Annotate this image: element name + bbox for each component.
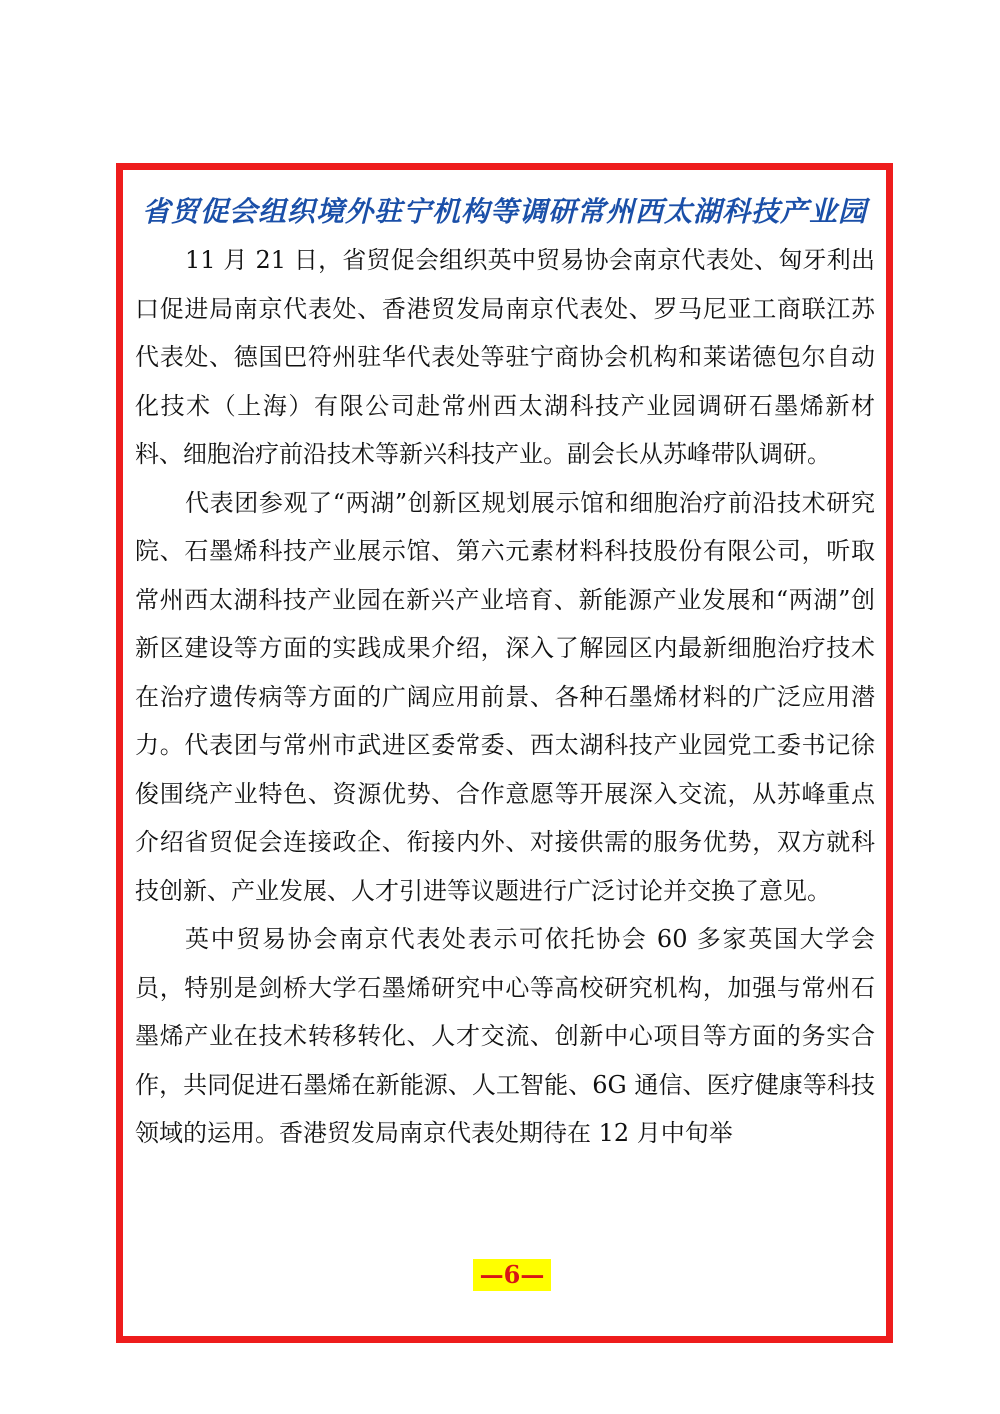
paragraph-3: 英中贸易协会南京代表处表示可依托协会 60 多家英国大学会员，特别是剑桥大学石墨烯研究中心等高校研究机构，加强与常州石墨烯产业在技术转移转化、人才交流、创新中心项目等方面的务实合作，共同促进石墨烯在新能源、人工智能、6G 通信、医疗健康等科技领域的运用。香港贸发局南京代表处期待在 12 月中旬举 (135, 925, 875, 1147)
article-title: 省贸促会组织境外驻宁机构等调研常州西太湖科技产业园 (141, 195, 867, 228)
red-page-frame (116, 163, 893, 1343)
page-number: —6— (473, 1259, 551, 1291)
article-body (135, 236, 875, 1158)
paragraph-2: 代表团参观了“两湖”创新区规划展示馆和细胞治疗前沿技术研究院、石墨烯科技产业展示馆、第六元素材料科技股份有限公司，听取常州西太湖科技产业园在新兴产业培育、新能源产业发展和“两湖”创新区建设等方面的实践成果介绍，深入了解园区内最新细胞治疗技术在治疗遗传病等方面的广阔应用前景、各种石墨烯材料的广泛应用潜力。代表团与常州市武进区委常委、西太湖科技产业园党工委书记徐俊围绕产业特色、资源优势、合作意愿等开展深入交流，从苏峰重点介绍省贸促会连接政企、衔接内外、对接供需的服务优势，双方就科技创新、产业发展、人才引进等议题进行广泛讨论并交换了意见。 (135, 488, 875, 905)
paragraph-1: 11 月 21 日，省贸促会组织英中贸易协会南京代表处、匈牙利出口促进局南京代表处、香港贸发局南京代表处、罗马尼亚工商联江苏代表处、德国巴符州驻华代表处等驻宁商协会机构和莱诺德包尔自动化技术（上海）有限公司赴常州西太湖科技产业园调研石墨烯新材料、细胞治疗前沿技术等新兴科技产业。副会长从苏峰带队调研。 (135, 246, 875, 468)
